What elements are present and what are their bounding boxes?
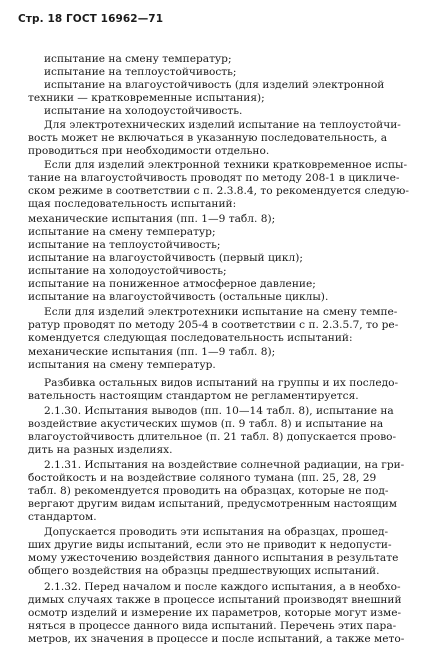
text-line: вергают другим видам испытаний, предусмотренным настоящим: [28, 498, 398, 510]
text-line: испытание на смену температур;: [44, 53, 232, 65]
text-line: общего воздействия на образцы предшествующих испытаний.: [28, 565, 380, 577]
text-line: Разбивка остальных видов испытаний на группы и их последо-: [44, 377, 399, 389]
text-line: стандартом.: [28, 511, 97, 523]
list-item: механические испытания (пп. 1—9 табл. 8);: [28, 213, 276, 225]
text-line: Для электротехнических изделий испытание на теплоустойчи-: [44, 119, 401, 131]
text-line: 2.1.32. Перед началом и после каждого испытания, а в необхо-: [44, 581, 401, 593]
text-line: Если для изделий электротехники испытание на смену темпе-: [44, 306, 398, 318]
text-line: ших другие виды испытаний, если это не приводит к недопусти-: [28, 539, 392, 551]
text-line: комендуется следующая последовательность испытаний:: [28, 332, 353, 344]
list-item: испытание на смену температур;: [28, 226, 216, 238]
text-line: осмотр изделий и измерение их параметров, которые могут изме-: [28, 607, 402, 619]
text-line: вость может не включаться в указанную последовательность, а: [28, 132, 388, 144]
text-line: ском режиме в соответствии с п. 2.3.8.4, то рекомендуется следую-: [28, 185, 409, 197]
list-item: испытание на влагоустойчивость (первый цикл);: [28, 252, 303, 264]
text-line: дить на разных изделиях.: [28, 444, 173, 456]
text-line: техники — кратковременные испытания);: [28, 92, 265, 104]
list-item: испытания на смену температур.: [28, 359, 216, 371]
text-line: тание на влагоустойчивость проводят по методу 208-1 в цикличе-: [28, 172, 400, 184]
list-item: испытание на холодоустойчивость;: [28, 265, 227, 277]
page-header: Стр. 18 ГОСТ 16962—71: [18, 13, 164, 25]
text-line: табл. 8) рекомендуется проводить на образцах, которые не под-: [28, 485, 389, 497]
text-line: испытание на влагоустойчивость (для изделий электронной: [44, 79, 385, 91]
list-item: испытание на пониженное атмосферное давление;: [28, 278, 316, 290]
list-item: механические испытания (пп. 1—9 табл. 8);: [28, 346, 276, 358]
text-line: испытание на теплоустойчивость;: [44, 66, 237, 78]
text-line: 2.1.31. Испытания на воздействие солнечной радиации, на гри-: [44, 459, 405, 471]
text-line: проводиться при необходимости отдельно.: [28, 145, 270, 157]
text-line: Допускается проводить эти испытания на образцах, прошед-: [44, 526, 389, 538]
text-line: бостойкость и на воздействие соляного тумана (пп. 25, 28, 29: [28, 472, 377, 484]
text-line: испытание на холодоустойчивость.: [44, 105, 243, 117]
text-line: влагоустойчивость длительное (п. 21 табл. 8) допускается прово-: [28, 431, 397, 443]
text-line: няться в процессе данного вида испытаний. Перечень этих пара-: [28, 620, 397, 632]
list-item: испытание на теплоустойчивость;: [28, 239, 221, 251]
text-line: Если для изделий электронной техники кратковременное испы-: [44, 159, 408, 171]
text-line: вательность настоящим стандартом не регламентируется.: [28, 390, 359, 402]
text-line: димых случаях также в процессе испытаний производят внешний: [28, 594, 402, 606]
list-item: испытание на влагоустойчивость (остальные циклы).: [28, 291, 329, 303]
text-line: ратур проводят по методу 205-4 в соответствии с п. 2.3.5.7, то ре-: [28, 319, 399, 331]
text-line: метров, их значения в процессе и после испытаний, а также мето-: [28, 633, 405, 645]
text-line: мому ужесточению воздействия данного испытания в результате: [28, 552, 399, 564]
text-line: воздействие акустических шумов (п. 9 табл. 8) и испытание на: [28, 418, 384, 430]
text-line: 2.1.30. Испытания выводов (пп. 10—14 табл. 8), испытание на: [44, 405, 394, 417]
text-line: щая последовательность испытаний:: [28, 198, 237, 210]
